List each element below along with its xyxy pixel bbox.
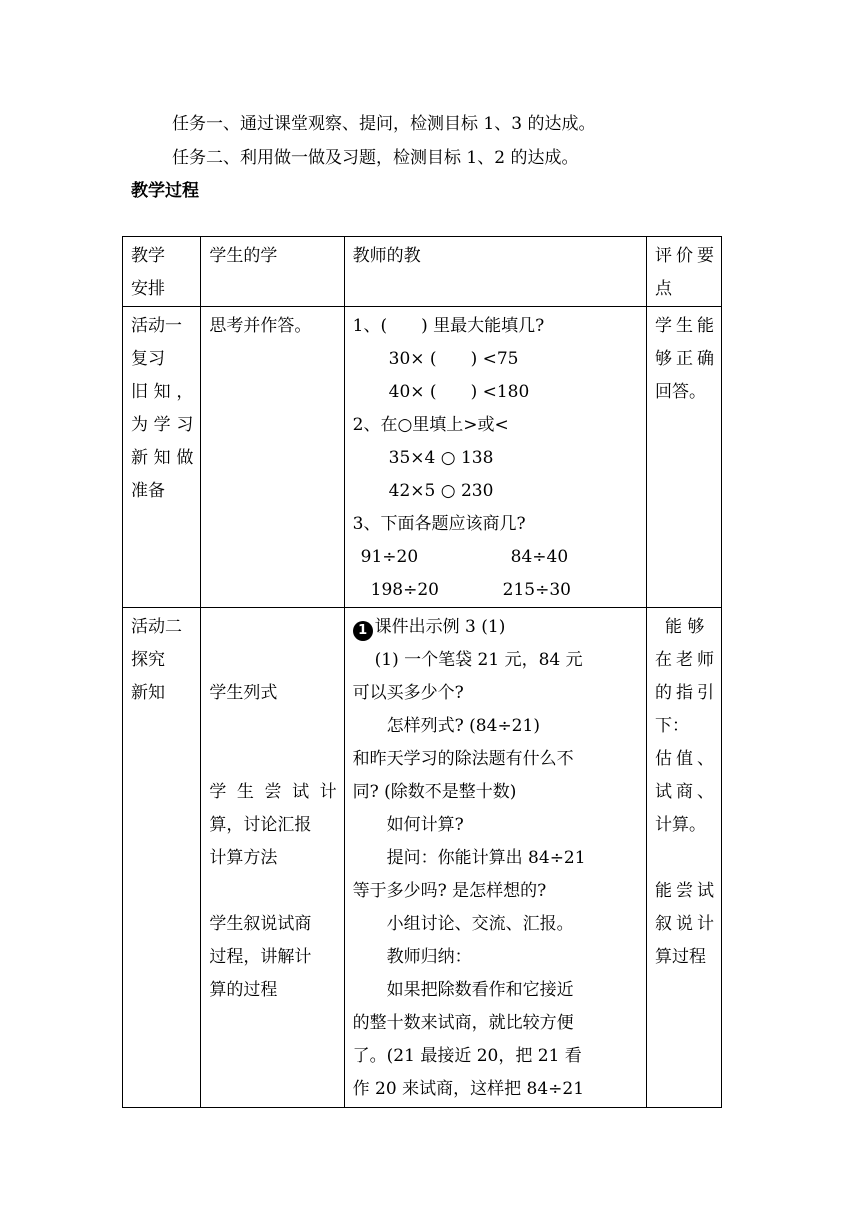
teaching-process-table: [122, 236, 722, 1108]
header-evaluation: 评价要 点: [646, 237, 721, 307]
header-student: 学生的学: [201, 237, 344, 307]
table-row-activity-two: [123, 608, 722, 1108]
activity-one-student: 思考并作答。: [201, 307, 344, 608]
number-one-badge-icon: 1: [353, 621, 373, 641]
activity-two-student: 学生列式 学生尝试计 算，讨论汇报 计算方法 学生叙说试商 过程，讲解计 算的过程: [201, 608, 344, 1108]
activity-two-teacher: 1 课件出示例 3 (1) (1) 一个笔袋 21 元，84 元 可以买多少个? 怎样列式? (84÷21) 和昨天学习的除法题有什么不 同? (除数不是整十数) 如何计算? 提问：你能计算出 84÷21 等于多少吗? 是怎样想的? 小组讨论、交流、汇报。 教师归纳： 如果把除数看作和它接近 的整十数来试商，就比较方便 了。(21 最接近 20，把 21 看 作 20 来试商，这样把 84÷21: [344, 608, 646, 1108]
division-row-one: 91÷20 84÷40: [360, 547, 569, 567]
example-line: 1 课件出示例 3 (1): [353, 611, 639, 644]
table-row-activity-one: [123, 307, 722, 608]
activity-two-arrangement: 活动二 探究 新知: [123, 608, 201, 1108]
task-two-line: 任务二、利用做一做及习题，检测目标 1、2 的达成。: [172, 148, 579, 168]
activity-one-teacher: 1、( ) 里最大能填几? 30× ( ) <75 40× ( ) <180 2、在○里填上>或< 35×4 ○ 138 42×5 ○ 230 3、下面各题应该商几? 91÷20 84÷40 198÷20 215÷30: [344, 307, 646, 608]
activity-one-arrangement: 活动一 复习 旧知， 为学习 新知做 准备: [123, 307, 201, 608]
activity-two-evaluation: 能 够 在老师 的指引 下： 估值、 试商、 计算。 能尝试 叙说计 算过程: [646, 608, 721, 1108]
section-heading-teaching-process: 教学过程: [131, 181, 199, 201]
table-header-row: [123, 237, 722, 307]
task-one-line: 任务一、通过课堂观察、提问，检测目标 1、3 的达成。: [172, 114, 596, 134]
activity-one-evaluation: 学生能 够正确 回答。: [646, 307, 721, 608]
division-row-two: 198÷20 215÷30: [370, 580, 571, 600]
header-teacher: 教师的教: [344, 237, 646, 307]
header-arrangement: 教学 安排: [123, 237, 201, 307]
